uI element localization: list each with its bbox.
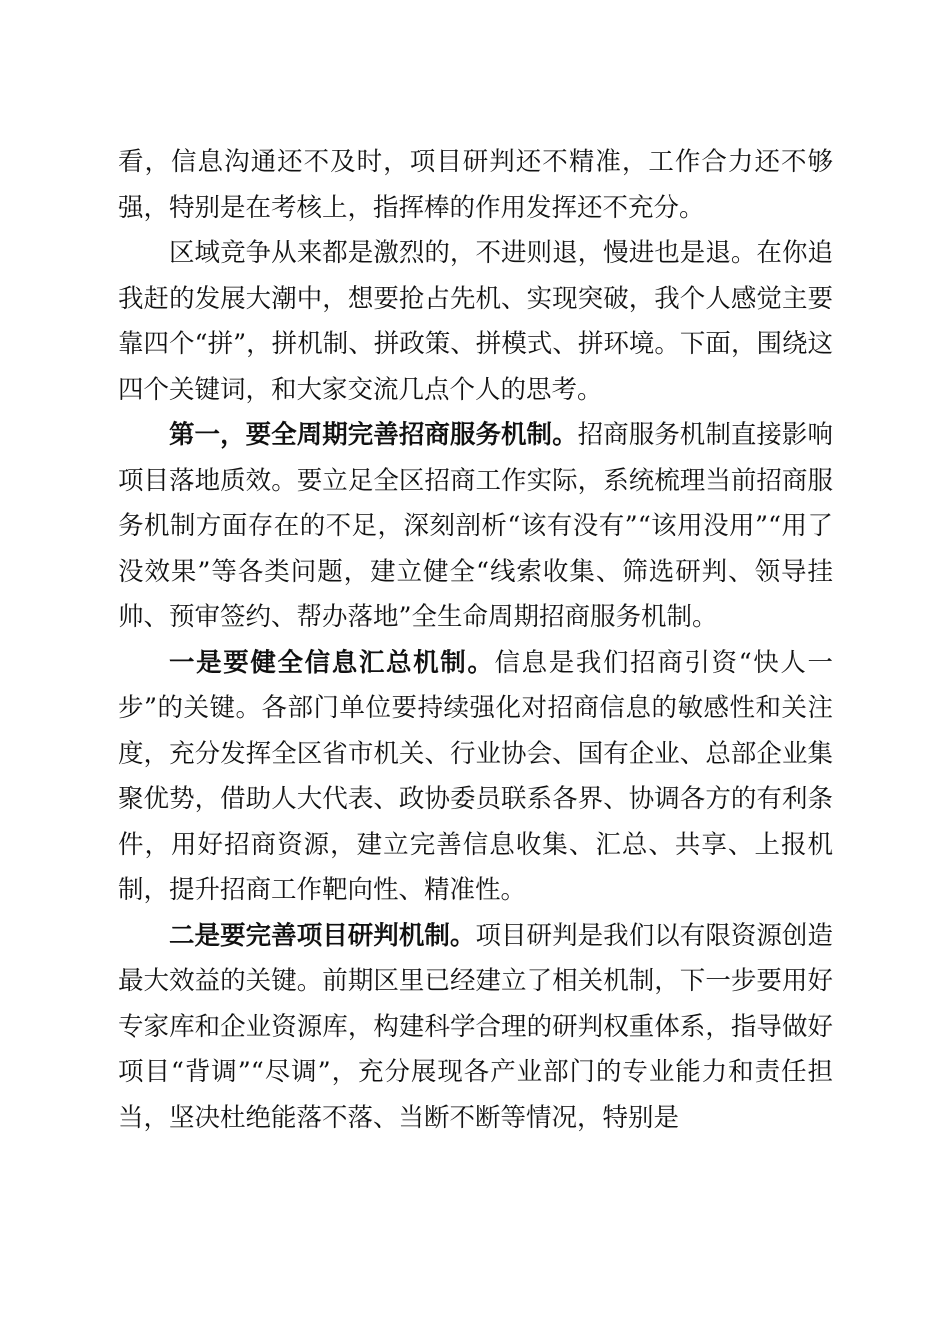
paragraph-heading: 第一，要全周期完善招商服务机制。 [169,420,578,450]
document-body [118,140,833,1141]
paragraph-text: 看，信息沟通还不及时，项目研判还不精准，工作合力还不够强，特别是在考核上，指挥棒的作用发挥还不充分。 [118,147,833,223]
paragraph-competition [118,231,833,413]
paragraph-sub-point-two [118,914,833,1142]
paragraph-heading: 一是要健全信息汇总机制。 [169,647,495,678]
paragraph-intro-continuation [118,140,833,231]
paragraph-text: 招商服务机制直接影响项目落地质效。要立足全区招商工作实际，系统梳理当前招商服务机制方面存在的不足，深刻剖析“该有没有”“该用没用”“用了没效果”等各类问题，建立健全“线索收集、筛选研判、领导挂帅、预审签约、帮办落地”全生命周期招商服务机制。 [118,420,833,632]
paragraph-first-point [118,413,833,641]
paragraph-text: 区域竞争从来都是激烈的，不进则退，慢进也是退。在你追我赶的发展大潮中，想要抢占先机、实现突破，我个人感觉主要靠四个“拼”，拼机制、拼政策、拼模式、拼环境。下面，围绕这四个关键词，和大家交流几点个人的思考。 [118,238,833,405]
paragraph-sub-point-one [118,641,833,914]
paragraph-text: 项目研判是我们以有限资源创造最大效益的关键。前期区里已经建立了相关机制，下一步要用好专家库和企业资源库，构建科学合理的研判权重体系，指导做好项目“背调”“尽调”，充分展现各产业部门的专业能力和责任担当，坚决杜绝能落不落、当断不断等情况，特别是 [118,920,833,1133]
paragraph-text: 信息是我们招商引资“快人一步”的关键。各部门单位要持续强化对招商信息的敏感性和关注度，充分发挥全区省市机关、行业协会、国有企业、总部企业集聚优势，借助人大代表、政协委员联系各界、协调各方的有利条件，用好招商资源，建立完善信息收集、汇总、共享、上报机制，提升招商工作靶向性、精准性。 [118,647,833,905]
paragraph-heading: 二是要完善项目研判机制。 [169,920,476,951]
